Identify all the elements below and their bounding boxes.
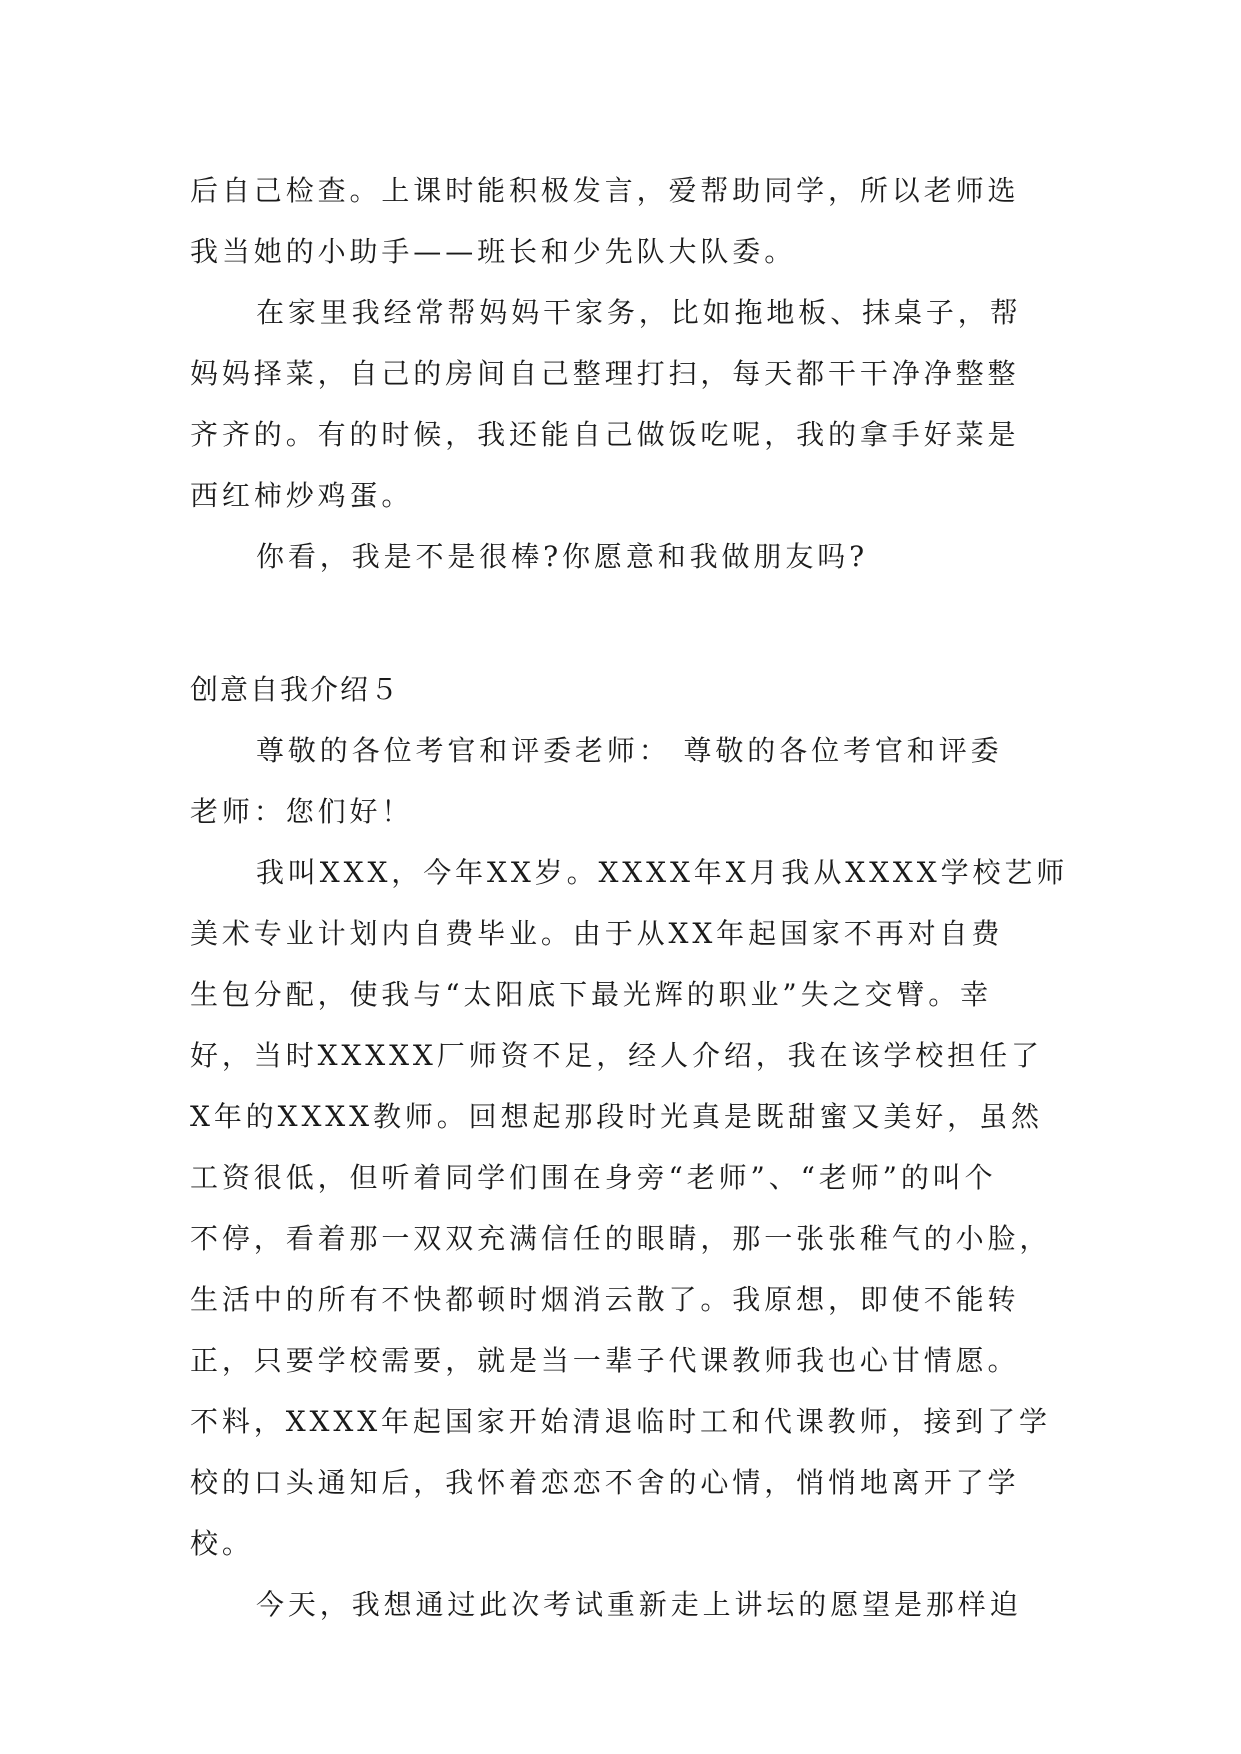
text-line: X年的XXXX教师。回想起那段时光真是既甜蜜又美好，虽然: [190, 1100, 1043, 1133]
text-line: 我叫XXX，今年XX岁。XXXX年X月我从XXXX学校艺师: [256, 856, 1069, 889]
text-line: 生活中的所有不快都顿时烟消云散了。我原想，即使不能转: [190, 1283, 1020, 1316]
paragraph-background: [190, 842, 1069, 1574]
text-line: 老师：您们好！: [190, 795, 414, 828]
text-line: 生包分配，使我与“太阳底下最光辉的职业”失之交臂。幸: [190, 978, 993, 1011]
section-spacer: [190, 587, 1050, 659]
paragraph-housework: [190, 282, 1050, 526]
paragraph-closing-question: [190, 526, 1050, 587]
section-heading: 创意自我介绍５: [190, 673, 401, 706]
text-line: 美术专业计划内自费毕业。由于从XX年起国家不再对自费: [190, 917, 1004, 950]
text-line: 好，当时XXXXX厂师资不足，经人介绍，我在该学校担任了: [190, 1039, 1043, 1072]
text-line: 校的口头通知后，我怀着恋恋不舍的心情，悄悄地离开了学: [190, 1466, 1020, 1499]
text-line: 尊敬的各位考官和评委老师： 尊敬的各位考官和评委: [256, 734, 1003, 767]
paragraph-study-habits: [190, 160, 1050, 282]
text-line: 妈妈择菜，自己的房间自己整理打扫，每天都干干净净整整: [190, 357, 1020, 390]
text-line: 今天，我想通过此次考试重新走上讲坛的愿望是那样迫: [256, 1588, 1022, 1621]
text-line: 我当她的小助手——班长和少先队大队委。: [190, 235, 797, 268]
text-line: 不停，看着那一双双充满信任的眼睛，那一张张稚气的小脸，: [190, 1222, 1052, 1255]
paragraph-today: [190, 1574, 1050, 1635]
text-line: 后自己检查。上课时能积极发言，爱帮助同学，所以老师选: [190, 174, 1020, 207]
text-line: 在家里我经常帮妈妈干家务，比如拖地板、抹桌子，帮: [256, 296, 1022, 329]
text-line: 你看，我是不是很棒?你愿意和我做朋友吗?: [256, 540, 869, 573]
paragraph-greeting: [190, 720, 1050, 842]
text-line: 正，只要学校需要，就是当一辈子代课教师我也心甘情愿。: [190, 1344, 1020, 1377]
text-line: 工资很低，但听着同学们围在身旁“老师”、“老师”的叫个: [190, 1161, 997, 1194]
text-line: 齐齐的。有的时候，我还能自己做饭吃呢，我的拿手好菜是: [190, 418, 1020, 451]
text-line: 校。: [190, 1527, 254, 1560]
text-line: 西红柿炒鸡蛋。: [190, 479, 414, 512]
text-line: 不料，XXXX年起国家开始清退临时工和代课教师，接到了学: [190, 1405, 1051, 1438]
document-body: [190, 160, 1069, 1635]
